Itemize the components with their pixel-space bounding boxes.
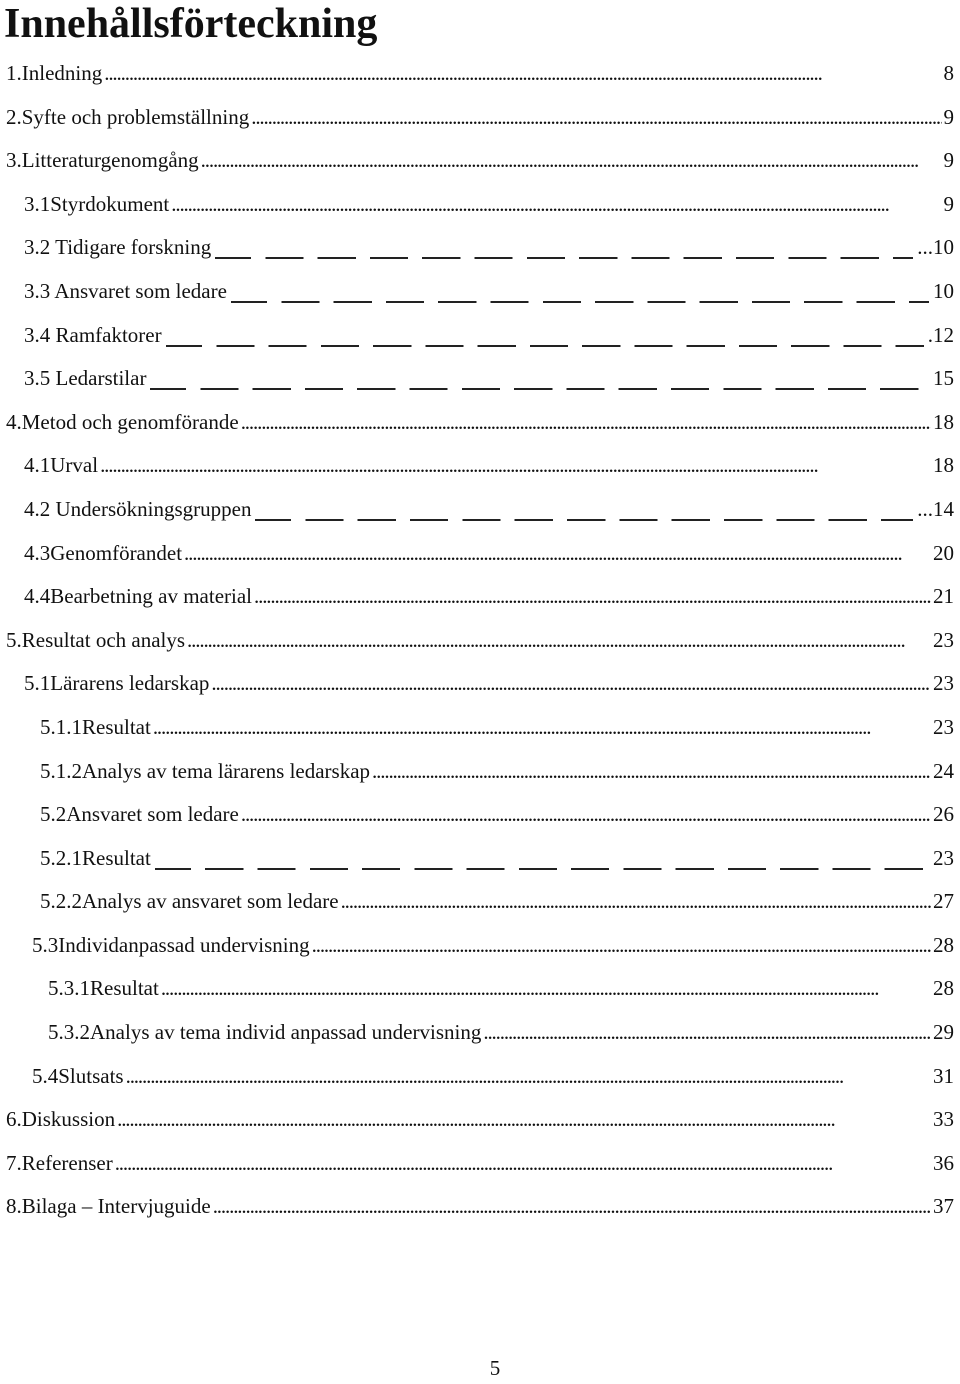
toc-entry-label: 4.Metod och genomförande bbox=[6, 409, 239, 434]
toc-entry-page: 18 bbox=[933, 409, 954, 434]
toc-entry-5-1-1-resultat[interactable] bbox=[0, 706, 960, 750]
toc-entry-2-syfte[interactable] bbox=[0, 96, 960, 140]
toc-entry-page: 8 bbox=[943, 61, 954, 85]
toc-entry-5-2-1-resultat[interactable] bbox=[0, 837, 960, 881]
toc-entry-3-5-ledarstilar[interactable] bbox=[0, 357, 960, 401]
toc-leader bbox=[161, 967, 931, 1011]
toc-entry-page: 23 bbox=[933, 845, 954, 870]
toc-entry-label: 4.3Genomförandet bbox=[24, 540, 183, 565]
toc-leader bbox=[166, 314, 924, 358]
toc-entry-label: 4.1Urval bbox=[24, 453, 99, 478]
toc-leader bbox=[115, 1142, 931, 1186]
toc-entry-label: 5.3.1Resultat bbox=[48, 976, 159, 1001]
toc-entry-page: 9 bbox=[943, 148, 954, 173]
toc-entry-page: 28 bbox=[933, 976, 954, 1001]
toc-entry-page: 33 bbox=[933, 1107, 954, 1132]
toc-entry-page: 15 bbox=[933, 366, 954, 391]
toc-entry-4-3-genomforandet[interactable] bbox=[0, 532, 960, 576]
toc-entry-label: 3.1Styrdokument bbox=[24, 191, 170, 216]
toc-entry-label: 5.1Lärarens ledarskap bbox=[24, 671, 210, 696]
toc-leader bbox=[241, 793, 931, 837]
toc-entry-5-1-lararens-ledarskap[interactable] bbox=[0, 662, 960, 706]
toc-leader bbox=[150, 357, 929, 401]
toc-leader bbox=[251, 96, 941, 140]
toc-entry-label: 3.3 Ansvaret som ledare bbox=[24, 278, 227, 303]
toc-leader bbox=[341, 880, 931, 924]
toc-entry-label: 3.4 Ramfaktorer bbox=[24, 322, 162, 347]
toc-leader bbox=[187, 619, 931, 663]
toc-leader bbox=[171, 183, 941, 227]
toc-entry-page: ...10 bbox=[917, 235, 954, 260]
toc-entry-7-referenser[interactable] bbox=[0, 1142, 960, 1186]
toc-entry-label: 5.2.1Resultat bbox=[40, 845, 151, 870]
toc-leader bbox=[184, 532, 931, 576]
toc-entry-label: 5.2Ansvaret som ledare bbox=[40, 802, 239, 827]
toc-entry-label: 5.4Slutsats bbox=[32, 1063, 124, 1088]
toc-entry-page: .12 bbox=[927, 322, 954, 347]
toc-title: Innehållsförteckning bbox=[4, 1, 378, 47]
toc-entry-label: 2.Syfte och problemställning bbox=[6, 104, 250, 129]
toc-entry-3-4-ramfaktorer[interactable] bbox=[0, 314, 960, 358]
toc-entry-8-bilaga[interactable] bbox=[0, 1185, 960, 1229]
toc-entry-page: 9 bbox=[943, 104, 954, 129]
toc-entry-4-2-undersokningsgruppen[interactable] bbox=[0, 488, 960, 532]
toc-entry-label: 5.3.2Analys av tema individ anpassad undervisning bbox=[48, 1020, 482, 1045]
toc-entry-page: 31 bbox=[933, 1063, 954, 1088]
toc-entry-3-2-tidigare-forskning[interactable] bbox=[0, 226, 960, 270]
toc-leader bbox=[153, 706, 931, 750]
toc-leader bbox=[201, 139, 942, 183]
toc-entry-3-3-ansvaret-som-ledare[interactable] bbox=[0, 270, 960, 314]
toc-entry-page: 9 bbox=[943, 191, 954, 216]
toc-leader bbox=[254, 575, 931, 619]
toc-entry-4-1-urval[interactable] bbox=[0, 444, 960, 488]
toc-leader bbox=[117, 1098, 931, 1142]
toc-entry-page: 24 bbox=[933, 758, 954, 783]
toc-entry-page: 23 bbox=[933, 714, 954, 739]
toc-leader bbox=[211, 662, 931, 706]
toc-leader bbox=[126, 1055, 931, 1099]
toc-entry-label: 7.Referenser bbox=[6, 1150, 113, 1175]
toc-entry-page: 23 bbox=[933, 627, 954, 652]
toc-entry-page: 26 bbox=[933, 802, 954, 827]
toc-entry-page: 20 bbox=[933, 540, 954, 565]
page-number: 5 bbox=[489, 1356, 501, 1380]
toc-entry-page: ...14 bbox=[917, 496, 954, 521]
toc-entry-5-3-1-resultat[interactable] bbox=[0, 967, 960, 1011]
toc-entry-5-resultat[interactable] bbox=[0, 619, 960, 663]
toc-entry-page: 37 bbox=[933, 1194, 954, 1219]
toc-entry-label: 3.5 Ledarstilar bbox=[24, 366, 147, 391]
toc-entry-label: 3.2 Tidigare forskning bbox=[24, 235, 212, 260]
toc-entry-label: 5.Resultat och analys bbox=[6, 627, 186, 652]
toc-entry-page: 28 bbox=[933, 932, 954, 957]
toc-leader bbox=[215, 226, 913, 270]
toc-entry-page: 23 bbox=[933, 671, 954, 696]
toc-entry-4-metod[interactable] bbox=[0, 401, 960, 445]
toc-entry-label: 4.2 Undersökningsgruppen bbox=[24, 496, 252, 521]
toc-entry-5-2-ansvaret[interactable] bbox=[0, 793, 960, 837]
toc-leader bbox=[372, 750, 931, 794]
toc-leader bbox=[483, 1011, 931, 1055]
toc-entry-5-3-2-analys[interactable] bbox=[0, 1011, 960, 1055]
toc-leader bbox=[255, 488, 913, 532]
toc-entry-label: 5.2.2Analys av ansvaret som ledare bbox=[40, 889, 339, 914]
toc-list bbox=[0, 52, 960, 1229]
toc-leader bbox=[155, 837, 929, 881]
toc-leader bbox=[213, 1185, 931, 1229]
toc-entry-3-1-styrdokument[interactable] bbox=[0, 183, 960, 227]
toc-entry-label: 4.4Bearbetning av material bbox=[24, 584, 252, 609]
toc-entry-label: 8.Bilaga – Intervjuguide bbox=[6, 1194, 211, 1219]
toc-entry-label: 6.Diskussion bbox=[6, 1107, 116, 1132]
toc-entry-5-2-2-analys[interactable] bbox=[0, 880, 960, 924]
toc-entry-label: 5.1.1Resultat bbox=[40, 714, 151, 739]
toc-entry-5-4-slutsats[interactable] bbox=[0, 1055, 960, 1099]
toc-entry-1-inledning[interactable] bbox=[0, 52, 960, 96]
toc-entry-page: 29 bbox=[933, 1020, 954, 1045]
toc-entry-label: 1.Inledning bbox=[6, 61, 103, 85]
toc-entry-5-3-individanpassad[interactable] bbox=[0, 924, 960, 968]
toc-entry-page: 21 bbox=[933, 584, 954, 609]
toc-entry-page: 36 bbox=[933, 1150, 954, 1175]
toc-entry-6-diskussion[interactable] bbox=[0, 1098, 960, 1142]
toc-entry-page: 27 bbox=[933, 889, 954, 914]
toc-entry-page: 18 bbox=[933, 453, 954, 478]
toc-entry-4-4-bearbetning[interactable] bbox=[0, 575, 960, 619]
toc-leader bbox=[104, 52, 941, 96]
toc-leader bbox=[231, 270, 929, 314]
toc-entry-3-litteraturgenomgang[interactable] bbox=[0, 139, 960, 183]
toc-entry-label: 5.3Individanpassad undervisning bbox=[32, 932, 310, 957]
toc-entry-5-1-2-analys[interactable] bbox=[0, 750, 960, 794]
toc-leader bbox=[100, 444, 931, 488]
toc-entry-label: 5.1.2Analys av tema lärarens ledarskap bbox=[40, 758, 371, 783]
toc-leader bbox=[312, 924, 931, 968]
toc-entry-label: 3.Litteraturgenomgång bbox=[6, 148, 199, 173]
toc-entry-page: 10 bbox=[933, 278, 954, 303]
toc-leader bbox=[241, 401, 931, 445]
